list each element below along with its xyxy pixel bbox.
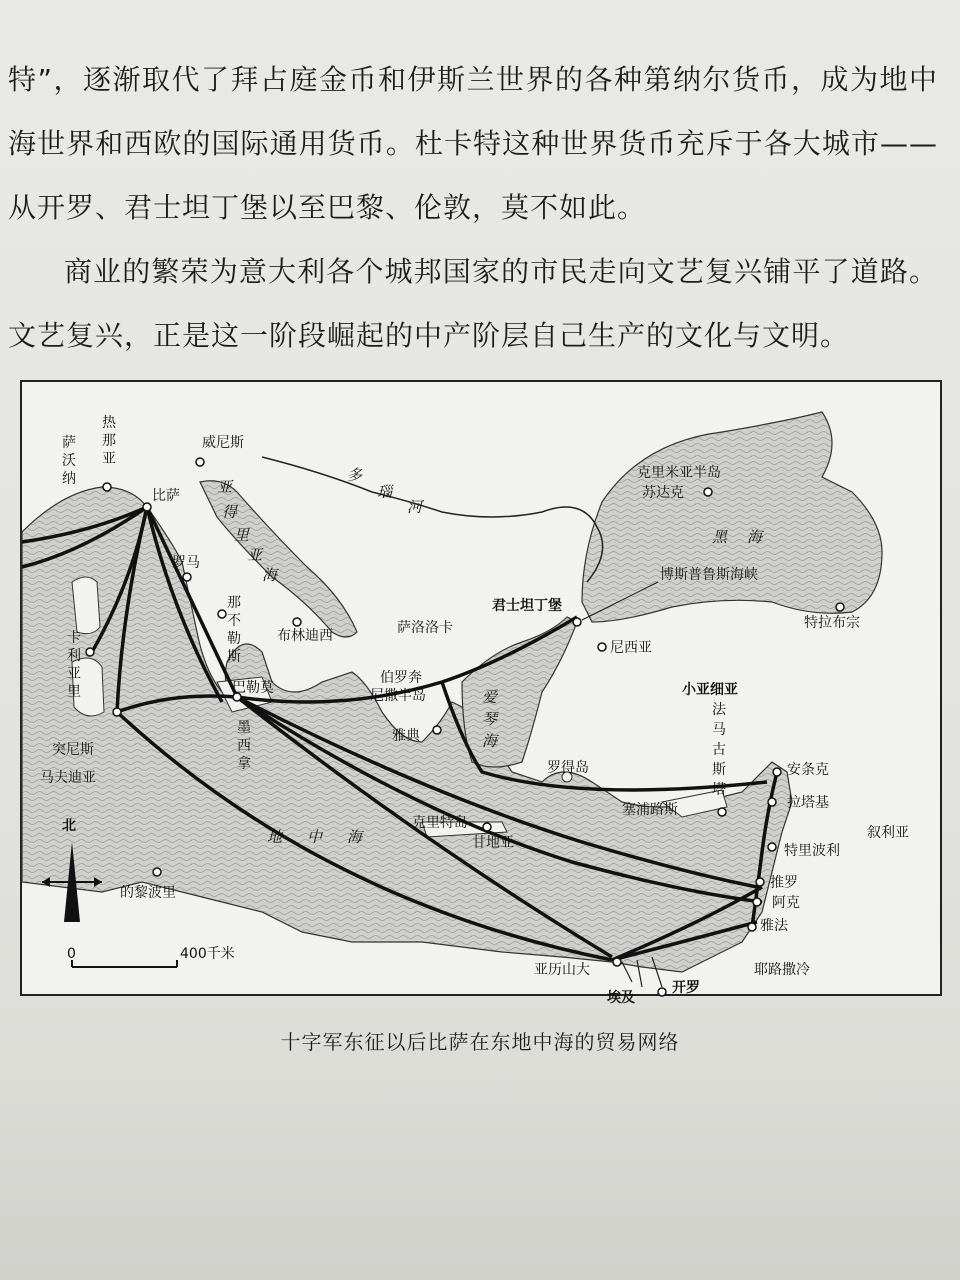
- label-constantinople: 君士坦丁堡: [492, 598, 562, 614]
- label-sardinia-1: 萨: [62, 435, 76, 451]
- label-thessaloniki: 萨洛洛卡: [397, 620, 453, 636]
- label-palermo: 巴勒莫: [232, 680, 274, 696]
- city-tyre-dot: [756, 878, 764, 886]
- label-alexandria: 亚历山大: [534, 962, 590, 978]
- label-cagliari-4: 里: [67, 684, 81, 700]
- label-naples-3: 勒: [227, 631, 241, 647]
- label-adriatic-3: 里: [234, 526, 250, 544]
- label-cairo: 开罗: [672, 980, 700, 996]
- city-latakia-dot: [768, 798, 776, 806]
- label-sudak: 苏达克: [642, 485, 684, 501]
- label-asia-minor: 小亚细亚: [682, 682, 738, 698]
- label-syria: 叙利亚: [867, 825, 909, 841]
- label-adriatic-5: 海: [262, 566, 278, 584]
- label-rome: 罗马: [172, 555, 200, 571]
- label-tripoli-syria: 特里波利: [784, 843, 840, 859]
- label-latakia: 拉塔基: [787, 795, 829, 811]
- label-jerusalem: 耶路撒冷: [754, 962, 810, 978]
- label-trebizond: 特拉布宗: [804, 615, 860, 631]
- city-candia-dot: [483, 823, 491, 831]
- city-naples-dot: [218, 610, 226, 618]
- page-bottom-shadow: [0, 1060, 960, 1280]
- city-genoa-dot: [103, 483, 111, 491]
- label-naples-1: 那: [227, 595, 241, 611]
- scale-length: 400千米: [180, 946, 235, 962]
- label-pisa: 比萨: [152, 488, 180, 504]
- label-med-1: 地: [267, 828, 283, 846]
- city-jaffa-dot: [748, 923, 756, 931]
- map-canvas: [22, 382, 940, 1006]
- label-tunis: 突尼斯: [52, 742, 94, 758]
- city-cairo-dot: [658, 988, 666, 996]
- scale-zero: 0: [67, 946, 76, 962]
- label-peloponnese-1: 伯罗奔: [380, 670, 422, 686]
- label-med-2: 中: [307, 828, 323, 846]
- label-bosporus: 博斯普鲁斯海峡: [660, 567, 758, 583]
- label-danube-1: 多: [347, 466, 363, 484]
- label-aegean-3: 海: [482, 732, 498, 750]
- label-crete: 克里特岛: [412, 815, 468, 831]
- label-cagliari-2: 利: [67, 648, 81, 664]
- trade-network-map: [20, 380, 942, 1006]
- paragraph-1: 特”，逐渐取代了拜占庭金币和伊斯兰世界的各种第纳尔货币，成为地中海世界和西欧的国际通用货币。杜卡特这种世界货币充斥于各大城市——从开罗、君士坦丁堡以至巴黎、伦敦，莫不如此。: [8, 63, 938, 224]
- label-famagusta-2: 马: [712, 722, 726, 738]
- label-sardinia-3: 纳: [62, 471, 76, 487]
- label-black-1: 黑: [712, 528, 728, 546]
- label-messina-2: 西: [237, 738, 251, 754]
- city-sudak-dot: [704, 488, 712, 496]
- label-crimea: 克里米亚半岛: [637, 465, 721, 481]
- label-athens: 雅典: [392, 728, 420, 744]
- label-mahdia: 马夫迪亚: [40, 770, 96, 786]
- north-label: 北: [62, 818, 76, 834]
- label-aegean-1: 爱: [482, 688, 498, 706]
- label-antioch: 安条克: [787, 762, 829, 778]
- label-tripoli: 的黎波里: [120, 885, 176, 901]
- label-tyre: 推罗: [770, 875, 798, 891]
- label-cagliari-3: 亚: [67, 666, 81, 682]
- label-genoa-2: 那: [102, 433, 116, 449]
- city-rome-dot: [183, 573, 191, 581]
- label-famagusta-5: 塔: [712, 782, 726, 798]
- label-aegean-2: 琴: [482, 710, 498, 728]
- label-med-3: 海: [347, 828, 363, 846]
- city-athens-dot: [433, 726, 441, 734]
- city-tripoli-dot: [153, 868, 161, 876]
- label-black-2: 海: [747, 528, 763, 546]
- city-famagusta-dot: [718, 808, 726, 816]
- city-venice-dot: [196, 458, 204, 466]
- city-nicaea-dot: [598, 643, 606, 651]
- label-adriatic-1: 亚: [217, 478, 233, 496]
- city-cagliari-dot: [86, 648, 94, 656]
- label-acre: 阿克: [772, 895, 800, 911]
- label-messina-3: 拿: [237, 756, 251, 772]
- label-adriatic-4: 亚: [247, 546, 263, 564]
- city-tripoli-syria-dot: [768, 843, 776, 851]
- label-nicaea: 尼西亚: [610, 640, 652, 656]
- label-jaffa: 雅法: [760, 918, 788, 934]
- label-genoa-3: 亚: [102, 451, 116, 467]
- city-pisa-dot: [143, 503, 151, 511]
- label-adriatic-2: 得: [222, 503, 238, 521]
- label-peloponnese-2: 尼撒半岛: [370, 688, 426, 704]
- label-venice: 威尼斯: [202, 435, 244, 451]
- city-trebizond-dot: [836, 603, 844, 611]
- label-naples-4: 斯: [227, 649, 241, 665]
- label-cyprus: 塞浦路斯: [622, 802, 678, 818]
- city-acre-dot: [753, 898, 761, 906]
- island-corsica: [72, 577, 100, 634]
- label-naples-2: 不: [227, 613, 241, 629]
- label-candia: 甘地亚: [472, 835, 514, 851]
- city-antioch-dot: [773, 768, 781, 776]
- label-brindisi: 布林迪西: [277, 628, 333, 644]
- label-danube-2: 瑙: [377, 483, 393, 501]
- label-famagusta-3: 古: [712, 742, 726, 758]
- label-genoa-1: 热: [102, 415, 116, 431]
- label-rhodes: 罗得岛: [547, 760, 589, 776]
- city-alexandria-dot: [613, 958, 621, 966]
- label-egypt: 埃及: [607, 990, 635, 1006]
- paragraph-2: 商业的繁荣为意大利各个城邦国家的市民走向文艺复兴铺平了道路。文艺复兴，正是这一阶段崛起的中产阶层自己生产的文化与文明。: [8, 255, 938, 352]
- city-constantinople-dot: [573, 618, 581, 626]
- label-messina-1: 墨: [237, 720, 251, 736]
- label-famagusta-1: 法: [712, 702, 726, 718]
- city-brindisi-dot: [293, 618, 301, 626]
- label-famagusta-4: 斯: [712, 762, 726, 778]
- label-sardinia-2: 沃: [62, 453, 76, 469]
- city-tunis-dot: [113, 708, 121, 716]
- label-cagliari-1: 卡: [67, 630, 81, 646]
- map-caption: 十字军东征以后比萨在东地中海的贸易网络: [280, 1030, 680, 1054]
- label-danube-3: 河: [407, 498, 423, 516]
